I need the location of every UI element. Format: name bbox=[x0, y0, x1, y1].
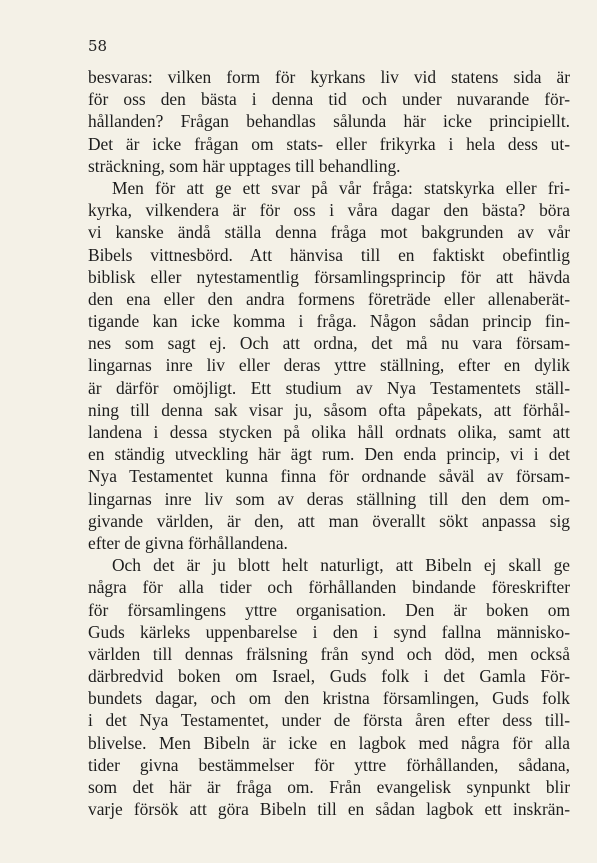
text-line: bundets dagar, och om den kristna församlingen, Guds folk bbox=[88, 688, 570, 709]
text-line: biblisk eller nytestamentlig församlingsprincip för att hävda bbox=[88, 266, 570, 287]
text-line: världen till dennas frälsning från synd och död, men också bbox=[88, 643, 570, 664]
text-line: kyrka, vilkendera är för oss i våra dagar den bästa? böra bbox=[88, 200, 570, 221]
text-line: nes som sagt ej. Och att ordna, det må nu vara försam- bbox=[88, 333, 570, 354]
text-line: Nya Testamentet kunna finna för ordnande såväl av försam- bbox=[88, 466, 570, 487]
text-line: Och det är ju blott helt naturligt, att Bibeln ej skall ge bbox=[112, 555, 570, 576]
text-line: hållanden? Frågan behandlas sålunda här icke principiellt. bbox=[88, 111, 570, 132]
text-line: därbredvid boken om Israel, Guds folk i det Gamla För- bbox=[88, 666, 570, 687]
text-line: i det Nya Testamentet, under de första åren efter dess till- bbox=[88, 710, 570, 731]
text-line: Guds kärleks uppenbarelse i den i synd fallna människo- bbox=[88, 621, 570, 642]
text-line: besvaras: vilken form för kyrkans liv vid statens sida är bbox=[88, 67, 570, 87]
text-line: ning till denna sak visar ju, såsom ofta påpekats, att förhål- bbox=[88, 399, 570, 420]
text-line: givande världen, är den, att man överallt sökt anpassa sig bbox=[88, 510, 570, 531]
text-line: för församlingens yttre organisation. Den är boken om bbox=[88, 599, 570, 620]
text-line: efter de givna förhållandena. bbox=[88, 532, 288, 553]
text-line: lingarnas inre liv som av deras ställning till den dem om- bbox=[88, 488, 570, 509]
text-line: sträckning, som här upptages till behandling. bbox=[88, 155, 401, 176]
page-number: 58 bbox=[88, 37, 108, 55]
text-line: några för alla tider och förhållanden bindande föreskrifter bbox=[88, 577, 570, 598]
text-line: som det här är fråga om. Från evangelisk synpunkt blir bbox=[88, 777, 570, 797]
text-line: vi kanske ändå ställa denna fråga mot bakgrunden av vår bbox=[88, 222, 570, 243]
text-line: den ena eller den andra formens företräde eller allenaberät- bbox=[88, 288, 570, 309]
text-line: Men för att ge ett svar på vår fråga: statskyrka eller fri- bbox=[112, 177, 570, 198]
text-line: är därför omöjligt. Ett studium av Nya Testamentets ställ- bbox=[88, 377, 570, 398]
text-line: lingarnas inre liv eller deras yttre ställning, efter en dylik bbox=[88, 355, 570, 376]
body-text bbox=[88, 66, 570, 820]
text-line: en ständig utveckling här ägt rum. Den enda princip, vi i det bbox=[88, 444, 570, 465]
text-line: Bibels vittnesbörd. Att hänvisa till en faktiskt obefintlig bbox=[88, 244, 570, 265]
text-line: landena i dessa stycken på olika håll ordnats olika, samt att bbox=[88, 422, 570, 442]
text-line: tigande kan icke komma i fråga. Någon sådan princip fin- bbox=[88, 311, 570, 332]
text-line: varje försök att göra Bibeln till en sådan lagbok ett inskrän- bbox=[88, 799, 570, 820]
text-line: blivelse. Men Bibeln är icke en lagbok med några för alla bbox=[88, 732, 570, 753]
text-line: för oss den bästa i denna tid och under nuvarande för- bbox=[88, 89, 570, 110]
text-line: Det är icke frågan om stats- eller frikyrka i hela dess ut- bbox=[88, 133, 570, 154]
text-line: tider givna bestämmelser för yttre förhållanden, sådana, bbox=[88, 754, 570, 775]
